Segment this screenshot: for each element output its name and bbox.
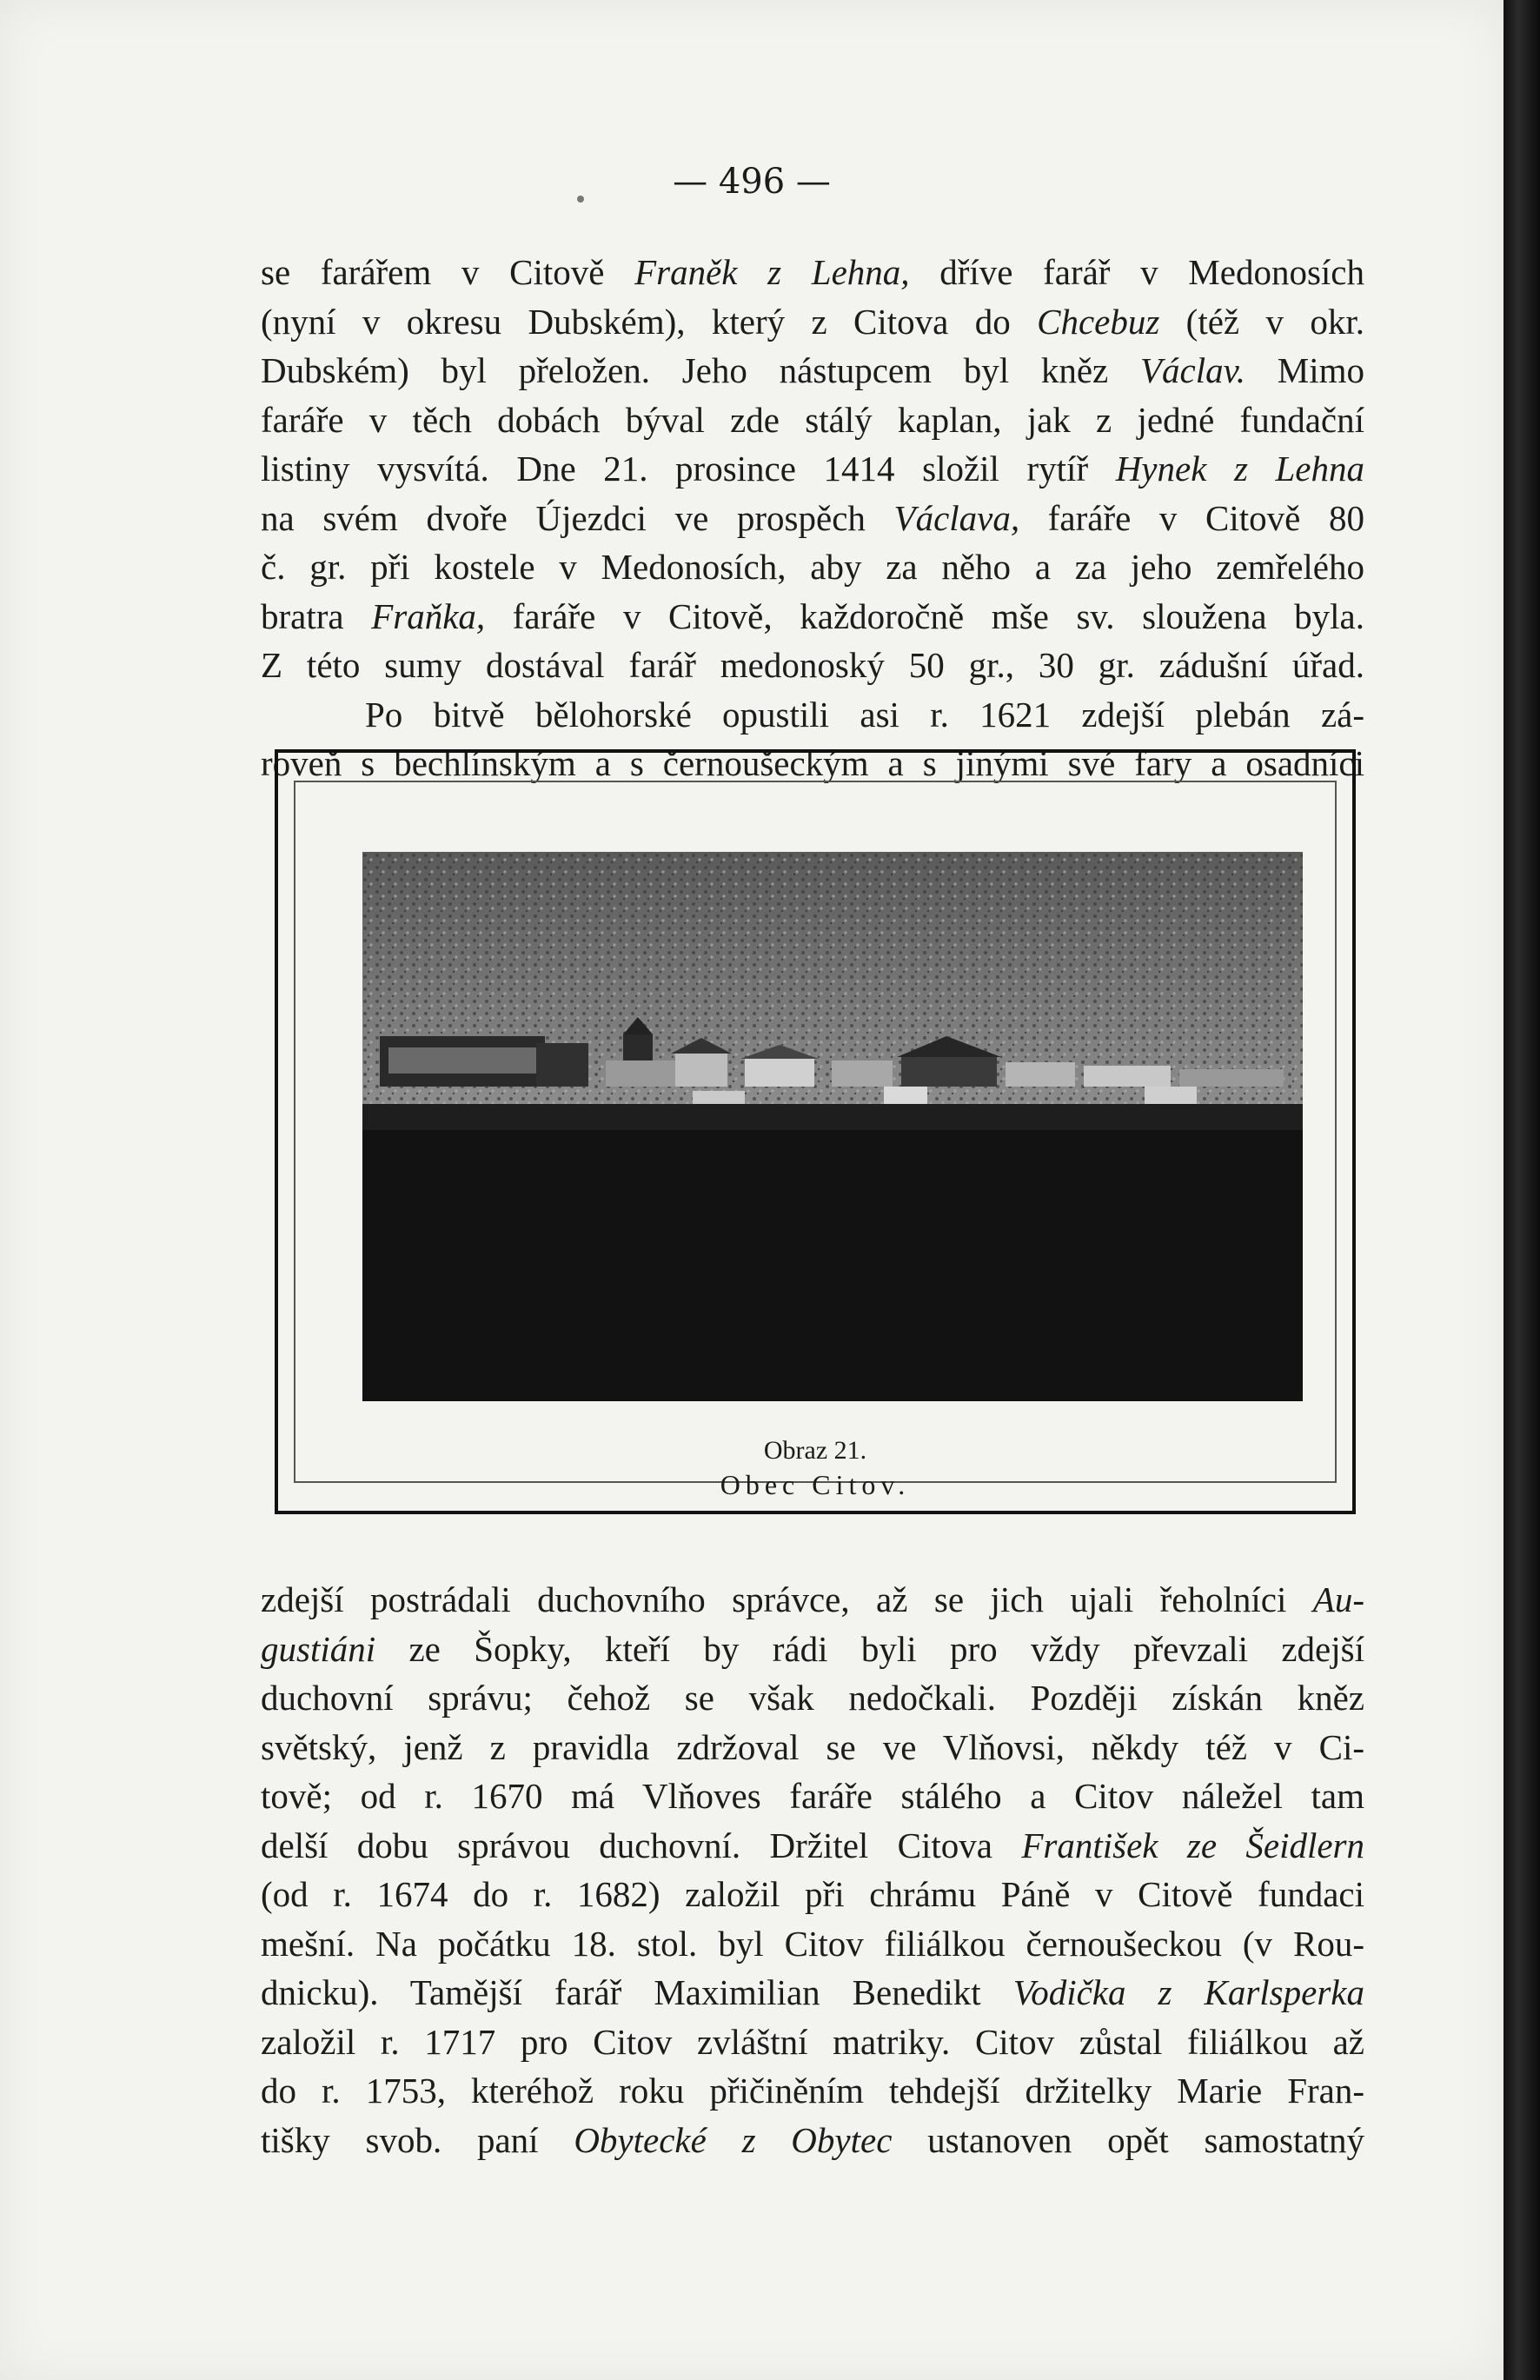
text-run: dříve farář v Medonosích [909,252,1364,292]
top-paragraph [261,248,1364,788]
figure-title: Obec Citov. [720,1469,911,1500]
text-line [261,1870,1364,1919]
italic-name: Václava, [893,497,1020,538]
text-run: listiny vysvítá. Dne 21. prosince 1414 složil rytíř [261,449,1116,489]
text-run: (též v okr. [1159,301,1364,342]
text-run: delší dobu správou duchovní. Držitel Citova [261,1825,1022,1865]
text-line [261,297,1364,347]
text-run: č. gr. při kostele v Medonosích, aby za něho a za jeho zemřelého [261,547,1364,587]
village-photo-illustration [362,852,1303,1401]
text-run: světský, jenž z pravidla zdržoval se ve Vlňovsi, někdy též v Ci- [261,1726,1364,1767]
text-run: faráře v Citově, každoročně mše sv. sloužena byla. [485,595,1365,636]
text-run: zdejší postrádali duchovního správce, až se jich ujali řeholníci [261,1579,1313,1619]
text-line [261,494,1364,543]
italic-name: gustiáni [261,1628,376,1669]
italic-name: Au- [1312,1579,1364,1619]
text-run: do r. 1753, kteréhož roku přičiněním tehdejší držitelky Marie Fran- [261,2071,1364,2111]
tree-line [362,1104,1303,1130]
text-run: Mimo [1245,350,1364,390]
text-run: (nyní v okresu Dubském), který z Citova do [261,301,1038,342]
text-line [261,542,1364,592]
text-run: založil r. 1717 pro Citov zvláštní matriky. Citov zůstal filiálkou až [261,2021,1364,2062]
bottom-paragraph [261,1575,1364,2164]
italic-name: Václav. [1139,350,1246,390]
text-run: Po bitvě bělohorské opustili asi r. 1621 zdejší plebán zá- [365,694,1364,735]
text-run: ze Šopky, kteří by rádi byli pro vždy převzali zdejší [375,1628,1364,1669]
text-line [261,1625,1364,1674]
text-line [261,1575,1364,1625]
text-run: tově; od r. 1670 má Vlňoves faráře stálého a Citov náležel tam [261,1776,1364,1816]
text-run: faráře v Citově 80 [1019,497,1364,538]
italic-name: František ze Šeidlern [1021,1825,1365,1865]
italic-name: Chcebuz [1037,301,1160,342]
text-line [261,1968,1364,2018]
text-run: duchovní správu; čehož se však nedočkali. Později získán kněz [261,1678,1364,1718]
text-line [261,444,1364,494]
text-run: faráře v těch dobách býval zde stálý kaplan, jak z jedné fundační [261,399,1364,440]
text-line [261,2066,1364,2116]
figure-inner-frame [294,781,1337,1500]
italic-name: Hynek z Lehna [1115,449,1364,489]
figure-frame [275,749,1356,1514]
italic-name: Obytecké z Obytec [574,2119,893,2160]
figure-number: Obraz 21. [763,1436,867,1465]
text-line [261,641,1364,690]
text-run: ustanoven opět samostatný [892,2119,1364,2160]
text-line [261,1919,1364,1969]
text-line [261,2116,1364,2165]
text-line [261,1821,1364,1871]
text-run: se farářem v Citově [261,252,635,292]
text-run: tišky svob. paní [261,2119,574,2160]
italic-name: Vodička z Karlsperka [1012,1972,1364,2012]
text-line [261,1772,1364,1821]
text-run: (od r. 1674 do r. 1682) založil při chrámu Páně v Citově fundaci [261,1874,1364,1914]
book-spine-edge [1503,0,1540,2380]
text-run: Z této sumy dostával farář medonoský 50 gr., 30 gr. zádušní úřad. [261,645,1364,685]
text-run: Dubském) byl přeložen. Jeho nástupcem byl kněz [261,350,1140,390]
italic-name: Fraňka, [371,595,486,636]
text-run: na svém dvoře Újezdci ve prospěch [261,497,894,538]
italic-name: Franěk z Lehna, [634,252,910,292]
text-run: dnicku). Tamější farář Maximilian Benedikt [261,1972,1013,2012]
text-run: bratra [261,595,372,636]
text-run: mešní. Na počátku 18. stol. byl Citov filiálkou černoušeckou (v Rou- [261,1923,1364,1964]
text-line [261,346,1364,396]
text-line [261,1673,1364,1723]
page-number: — 496 — [673,162,831,202]
text-line [261,396,1364,445]
text-line [261,248,1364,297]
text-line [261,2018,1364,2067]
dark-field [362,1104,1303,1401]
text-line [261,592,1364,642]
text-line [261,690,1364,740]
text-run: roveň s bechlínským a s černoušeckým a s jinými své fary a osadníci [261,743,1364,783]
village-photograph [362,852,1303,1401]
text-line [261,1723,1364,1772]
